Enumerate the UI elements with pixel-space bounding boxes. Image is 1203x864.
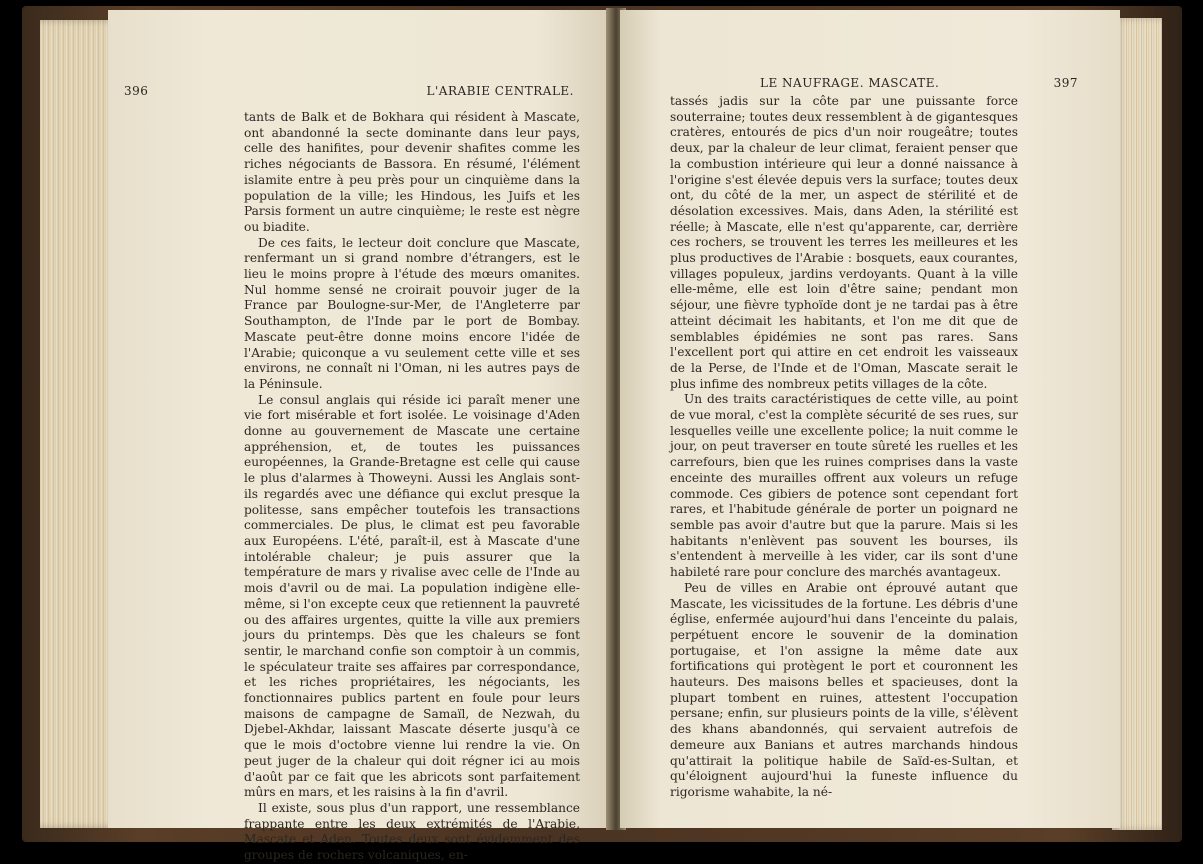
left-body-text bbox=[244, 110, 580, 864]
left-page bbox=[108, 10, 612, 863]
left-running-header bbox=[124, 84, 574, 98]
right-page-number: 397 bbox=[1053, 76, 1078, 90]
paragraph: De ces faits, le lecteur doit conclure que Mascate, renfermant un si grand nombre d'étrangers, est le lieu le moins propre à l'étude des mœurs omanites. Nul homme sensé ne croirait pouvoir juger de la France par Boulogne-sur-Mer, de l'Angleterre par Southampton, de l'Inde par le port de Bombay. Mascate peut-être donne moins encore l'idée de l'Arabie; quiconque a vu seulement cette ville et ses environs, ne connaît ni l'Oman, ni les autres pays de la Péninsule. bbox=[244, 235, 580, 391]
paragraph: Il existe, sous plus d'un rapport, une ressemblance frappante entre les deux extrémités de l'Arabie, Mascate et Aden. Toutes deux sont évidemment des groupes de rochers volcaniques, en- bbox=[244, 800, 580, 863]
paragraph: tants de Balk et de Bokhara qui résident à Mascate, ont abandonné la secte dominante dans leur pays, celle des hanifites, pour devenir shafites comme les riches négociants de Bassora. En résumé, l'élément islamite entre à peu près pour un cinquième dans la population de la ville; les Hindous, les Juifs et les Parsis forment un autre cinquième; le reste est nègre ou biadite. bbox=[244, 110, 580, 234]
right-running-header bbox=[760, 76, 1078, 90]
left-page-number: 396 bbox=[124, 84, 149, 98]
right-running-head: LE NAUFRAGE. MASCATE. bbox=[760, 76, 940, 90]
paragraph: Le consul anglais qui réside ici paraît mener une vie fort misérable et fort isolée. Le voisinage d'Aden donne au gouvernement de Mascate une certaine appréhension, et, de toutes les puissances européennes, la Grande-Bretagne est celle qui cause le plus d'alarmes à Thoweyni. Aussi les Anglais sont-ils regardés avec une défiance qui exclut presque la politesse, sans empêcher toutefois les transactions commerciales. De plus, le climat est peu favorable aux Européens. L'été, paraît-il, est à Mascate d'une intolérable chaleur; je puis assurer que la température de mars y rivalise avec celle de l'Inde au mois d'avril ou de mai. La population indigène elle-même, si l'on excepte ceux que retiennent la pauvreté ou des affaires urgentes, quitte la ville aux premiers jours du printemps. Dès que les chaleurs se font sentir, le marchand confie son comptoir à un commis, le spéculateur traite ses affaires par correspondance, et les riches propriétaires, les négociants, les fonctionnaires publics partent en foule pour leurs maisons de campagne de Samaïl, de Nezwah, du Djebel-Akhdar, laissant Mascate déserte jusqu'à ce que le mois d'octobre vienne lui rendre la vie. On peut juger de la chaleur qui doit régner ici au mois d'août par ce fait que les abricots sont parfaitement mûrs en mars, et les raisins à la fin d'avril. bbox=[244, 392, 580, 800]
left-running-head: L'ARABIE CENTRALE. bbox=[426, 84, 574, 98]
right-page bbox=[620, 10, 1120, 828]
paragraph: Peu de villes en Arabie ont éprouvé autant que Mascate, les vicissitudes de la fortune. Les débris d'une église, enfermée aujourd'hui dans l'enceinte du palais, perpétuent encore le souvenir de la domination portugaise, et l'on assigne la même date aux fortifications qui protègent le port et couronnent les hauteurs. Des maisons belles et spacieuses, dont la plupart tombent en ruines, attestent l'occupation persane; enfin, sur plusieurs points de la ville, s'élèvent des khans abandonnés, qui servaient autrefois de demeure aux Banians et autres marchands hindous qu'attirait la politique habile de Saïd-es-Sultan, et qu'éloignent aujourd'hui la funeste influence du rigorisme wahabite, la né- bbox=[670, 580, 1018, 799]
right-body-text bbox=[670, 94, 1018, 801]
paragraph: Un des traits caractéristiques de cette ville, au point de vue moral, c'est la complète sécurité de ses rues, sur lesquelles veille une excellente police; la nuit comme le jour, on peut traverser en toute sûreté les ruelles et les carrefours, bien que les ruines comprises dans la vaste enceinte des murailles offrent aux voleurs un refuge commode. Ces gibiers de potence sont cependant fort rares, et l'habitude générale de porter un poignard ne semble pas avoir d'autre but que la parure. Mais si les habitants n'enlèvent pas souvent les bourses, ils s'entendent à merveille à les vider, car ils sont d'une habileté rare pour conclure des marchés avantageux. bbox=[670, 392, 1018, 580]
paragraph: tassés jadis sur la côte par une puissante force souterraine; toutes deux ressemblent à de gigantesques cratères, entourés de pics d'un noir rougeâtre; toutes deux, par la chaleur de leur climat, feraient penser que la combustion intérieure qui leur a donné naissance à l'origine s'est élevée depuis vers la surface; toutes deux ont, du côté de la mer, un aspect de stérilité et de désolation excessives. Mais, dans Aden, la stérilité est réelle; à Mascate, elle n'est qu'apparente, car, derrière ces rochers, se trouvent les terres les meilleures et les plus productives de l'Arabie : bosquets, eaux courantes, villages populeux, jardins verdoyants. Quant à la ville elle-même, elle est loin d'être saine; pendant mon séjour, une fièvre typhoïde dont je ne tardai pas à être atteint décimait les habitants, et l'on me dit que de semblables épidémies ne sont pas rares. Sans l'excellent port qui attire en cet endroit les vaisseaux de la Perse, de l'Inde et de l'Oman, Mascate serait le plus infime des nombreux petits villages de la côte. bbox=[670, 94, 1018, 391]
